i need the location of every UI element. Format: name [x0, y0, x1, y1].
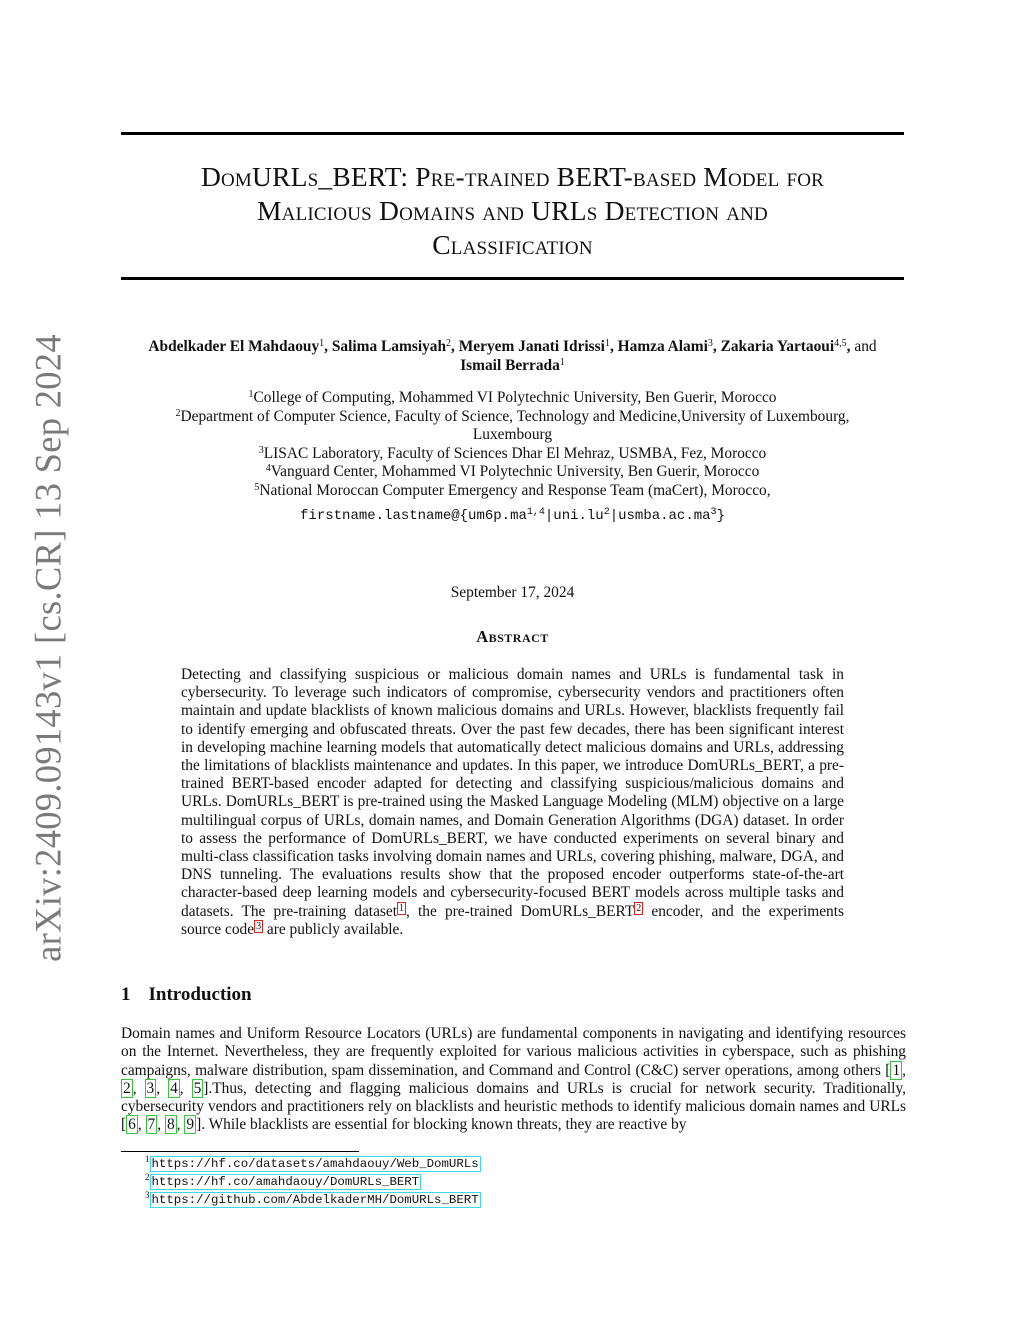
citation-link[interactable]: 1	[892, 1061, 901, 1079]
footnote	[145, 1155, 481, 1173]
email-sup: 1,4	[526, 507, 545, 518]
email-part: |uni.lu	[544, 508, 604, 524]
footnotes	[145, 1155, 481, 1209]
citation-link[interactable]: 7	[147, 1116, 156, 1134]
affil-num: 3	[258, 444, 264, 456]
section-number: 1	[121, 984, 131, 1005]
footnote-link[interactable]: 3	[256, 920, 262, 932]
and-word: and	[854, 338, 877, 355]
author-affil: 1	[319, 338, 325, 349]
author-name: Abdelkader El Mahdaouy	[148, 338, 320, 355]
footnote-num: 2	[145, 1172, 150, 1182]
affil-text: LISAC Laboratory, Faculty of Sciences Dhar El Mehraz, USMBA, Fez, Morocco	[263, 444, 767, 462]
abstract-text: are publicly available.	[263, 920, 404, 938]
section-heading	[121, 984, 252, 1006]
affil-text: Luxembourg	[472, 426, 553, 443]
title-line: Classification	[432, 229, 593, 260]
author-name: Hamza Alami	[617, 338, 708, 355]
email-part: }	[716, 508, 725, 524]
footnote-link[interactable]: 1	[399, 902, 405, 914]
abstract-text: encoder, and the experiments source code	[181, 902, 844, 938]
citation-link[interactable]: 2	[123, 1079, 131, 1097]
footnote-num: 1	[145, 1154, 150, 1164]
intro-paragraph: Domain names and Uniform Resource Locators (URLs) are fundamental components in navigating and identifying resources on the Internet. Nevertheless, they are frequently exploited for various malicious activities in cyberspace, such as phishing campaigns, malware distribution, spam dissemination, and Command and Control (C&C) server operations, among others [ 1 , 2 , 3 , 4 , 5 ].Thus, detecting and flagging malicious domains and URLs is crucial for network security. Traditionally, cybersecurity vendors and practitioners rely on blacklists and heuristic methods to identify malicious domain names and URLs [ 6 , 7 , 8 , 9 ]. While blacklists are essential for blocking known threats, they are reactive by	[121, 1025, 906, 1134]
intro-text: ].Thus, detecting and flagging malicious domains and URLs is crucial for network security. Traditionally, cybersecurity vendors and practitioners rely on blacklists and heuristic methods to identify malicious domain names and URLs [	[121, 1079, 906, 1134]
abstract-text: The pre-training dataset	[241, 902, 398, 920]
abstract-body	[181, 666, 844, 939]
affil-text: Department of Computer Science, Faculty of Science, Technology and Medicine,University of Luxembourg,	[180, 407, 850, 425]
author-name: Zakaria Yartaoui	[720, 338, 835, 355]
affiliations	[121, 389, 904, 500]
title-line: Malicious Domains and URLs Detection and	[257, 195, 768, 226]
author-affil: 3	[707, 338, 713, 349]
email-sup: 2	[603, 507, 610, 518]
affil-num: 5	[254, 481, 260, 493]
title-top-rule	[121, 132, 904, 135]
affiliation-line	[121, 445, 904, 464]
email-sup: 3	[710, 507, 717, 518]
author-affil: 1	[604, 338, 610, 349]
abstract-heading: Abstract	[476, 627, 549, 646]
citation-link[interactable]: 5	[193, 1079, 202, 1097]
publication-date: September 17, 2024	[450, 584, 575, 601]
footnote-rule	[121, 1151, 359, 1152]
citation-link[interactable]: 3	[146, 1079, 155, 1097]
citation-link[interactable]: 9	[186, 1116, 195, 1134]
section-title: Introduction	[148, 984, 252, 1005]
affiliation-line	[121, 426, 904, 445]
email-part: |usmba.ac.ma	[609, 508, 711, 524]
author-affil: 1	[559, 357, 565, 368]
abstract-text: Detecting and classifying suspicious or malicious domain names and URLs is fundamental task in cybersecurity. To leverage such indicators of compromise, cybersecurity vendors and practitioners often maintain and update blacklists of known malicious domains and URLs. However, blacklists frequently fail to identify emerging and obfuscated threats. Over the past few decades, there has been significant interest in developing machine learning models that automatically detect malicious domains and URLs, addressing the limitations of blacklists maintenance and updates. In this paper, we introduce DomURLs_BERT, a pre-trained BERT-based encoder adapted for detecting and classifying suspicious/malicious domains and URLs. DomURLs_BERT is pre-trained using the Masked Language Modeling (MLM) objective on a large multilingual corpus of URLs, domain names, and Domain Generation Algorithms (DGA) dataset. In order to assess the performance of DomURLs_BERT, we have conducted experiments on several binary and multi-class classification tasks involving domain names and URLs, covering phishing, malware, DGA, and DNS tunneling. The evaluations results show that the proposed encoder outperforms state-of-the-art character-based deep learning models and cybersecurity-focused BERT models across multiple tasks and datasets.	[181, 666, 844, 920]
citation-link[interactable]: 8	[166, 1116, 175, 1134]
author-list: Abdelkader El Mahdaouy$^1$, Salima Lamsiyah$^2$, Meryem Janati Idrissi$^1$, Hamza Alami$^3$, Zakaria Yartaoui$^{4,5}$, and Ismail Berrada$^1$	[148, 338, 877, 374]
footnote	[145, 1173, 481, 1191]
intro-text: ]. While blacklists are essential for blocking known threats, they are reactive by	[196, 1116, 687, 1134]
author-affil: 2	[446, 338, 452, 349]
intro-text: Domain names and Uniform Resource Locators (URLs) are fundamental components in navigating and identifying resources on the Internet. Nevertheless, they are frequently exploited for various malicious activities in cyberspace, such as phishing campaigns, malware distribution, spam dissemination, and Command and Control (C&C) server operations, among others [	[121, 1025, 906, 1079]
affil-text: Vanguard Center, Mohammed VI Polytechnic University, Ben Guerir, Morocco	[270, 463, 760, 480]
affil-text: National Moroccan Computer Emergency and Response Team (maCert), Morocco,	[259, 481, 771, 499]
footnote-url-link[interactable]: https://github.com/AbdelkaderMH/DomURLs_BERT	[151, 1193, 479, 1207]
arxiv-stamp: arXiv:2409.09143v1 [cs.CR] 13 Sep 2024	[27, 334, 69, 962]
affil-num: 1	[248, 389, 254, 400]
author-name: Ismail Berrada	[460, 357, 560, 374]
affiliation-line	[121, 463, 904, 482]
author-affil: 4,5	[834, 338, 847, 349]
author-name: Salima Lamsiyah	[331, 338, 447, 355]
paper-title	[121, 160, 904, 262]
title-bottom-rule	[121, 277, 904, 280]
email-part: firstname.lastname@{um6p.ma	[300, 508, 527, 524]
affiliation-line	[121, 389, 904, 408]
citation-link[interactable]: 6	[128, 1116, 136, 1134]
abstract-text: , the pre-trained DomURLs_BERT	[406, 902, 635, 920]
author-name: Meryem Janati Idrissi	[458, 338, 605, 355]
affiliation-line	[121, 482, 904, 501]
footnote-num: 3	[145, 1190, 150, 1200]
author-email	[121, 508, 904, 524]
title-line: DomURLs_BERT: Pre-trained BERT-based Model for	[200, 161, 825, 192]
footnote-url-link[interactable]: https://hf.co/amahdaouy/DomURLs_BERT	[151, 1175, 420, 1189]
affiliation-line	[121, 408, 904, 427]
affil-num: 2	[175, 407, 181, 419]
footnote-link[interactable]: 2	[636, 902, 642, 914]
affil-text: College of Computing, Mohammed VI Polytechnic University, Ben Guerir, Morocco	[253, 389, 777, 406]
footnote	[145, 1191, 481, 1209]
affil-num: 4	[265, 463, 271, 474]
citation-link[interactable]: 4	[170, 1079, 178, 1097]
footnote-url-link[interactable]: https://hf.co/datasets/amahdaouy/Web_DomURLs	[151, 1157, 479, 1171]
